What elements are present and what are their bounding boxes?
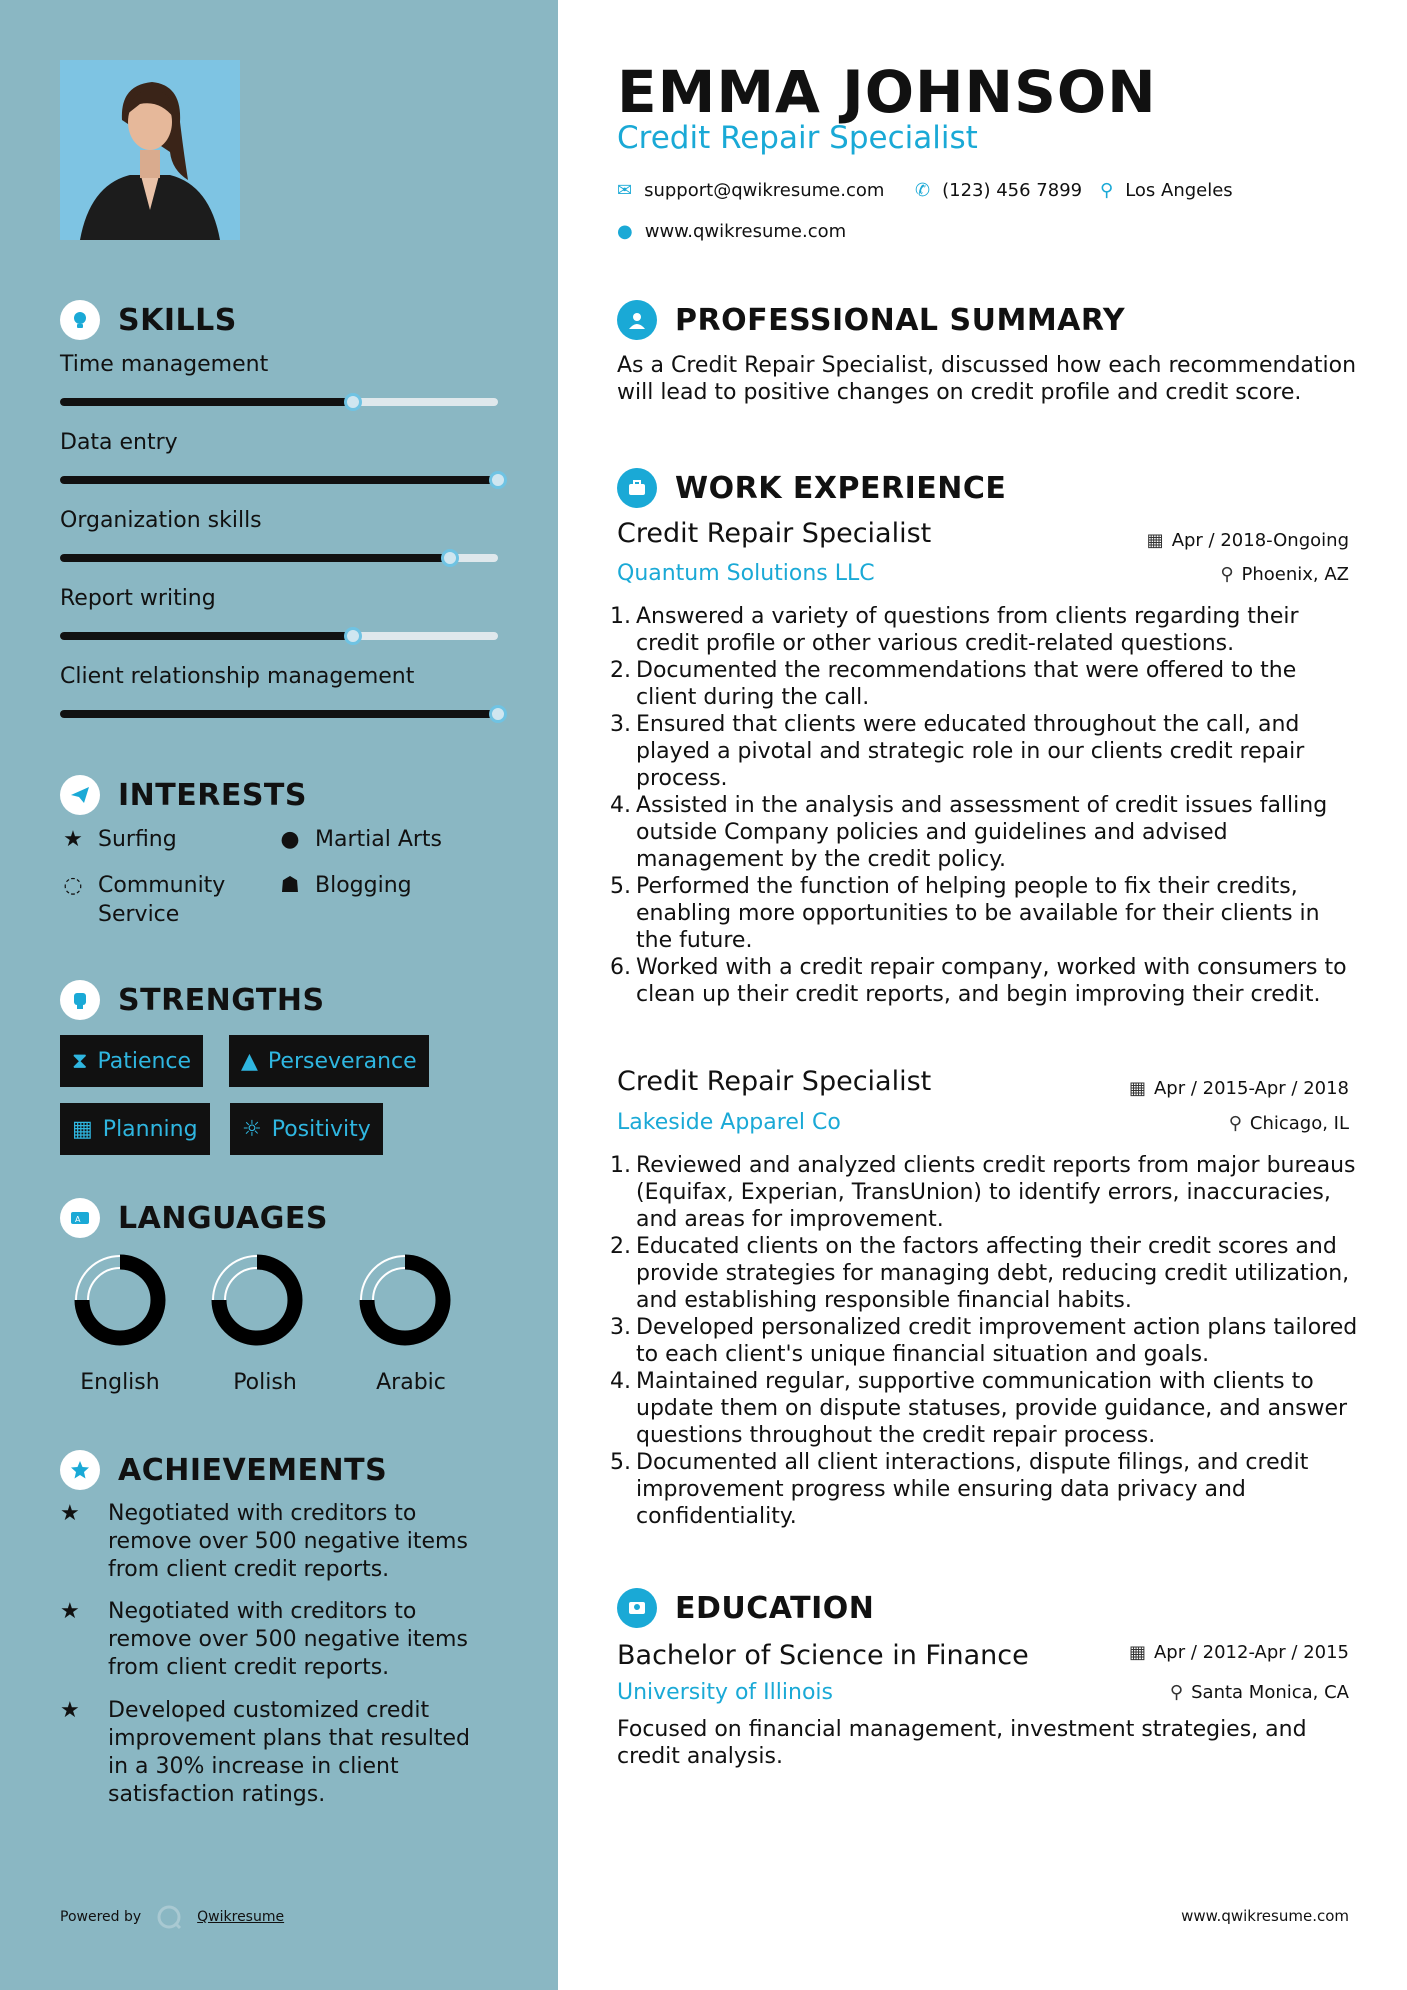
skill-bar-knob: [489, 471, 507, 489]
strength-label: Perseverance: [267, 1048, 417, 1074]
job-location-text: Phoenix, AZ: [1241, 564, 1349, 585]
education-location: [1170, 1682, 1349, 1703]
list-item: 6. Worked with a credit repair company, worked with consumers to clean up their credit reports, and begin improving their credit.: [610, 955, 1347, 1007]
education-heading: [617, 1588, 874, 1628]
interest-item: [277, 871, 412, 900]
job-dates-text: Apr / 2018-Ongoing: [1171, 530, 1349, 551]
achievements-title: ACHIEVEMENTS: [118, 1452, 388, 1488]
skill-bar-fill: [60, 476, 498, 484]
summary-text: As a Credit Repair Specialist, discussed how each recommendation will lead to positive changes on credit profile and credit score.: [617, 353, 1357, 405]
calendar-icon: ▦: [1128, 1078, 1146, 1099]
powered-by-label: Powered by: [60, 1909, 142, 1925]
job-company: Quantum Solutions LLC: [617, 561, 875, 586]
job-bullets: [610, 603, 1360, 1008]
job-title: Credit Repair Specialist: [617, 518, 932, 549]
candidate-role: Credit Repair Specialist: [617, 120, 978, 156]
sidebar: [0, 0, 558, 1990]
summary-title: PROFESSIONAL SUMMARY: [675, 302, 1126, 338]
road-icon: ▲: [241, 1048, 258, 1074]
language-ring: [219, 1262, 295, 1338]
skill-bar-knob: [489, 705, 507, 723]
list-item: 1. Reviewed and analyzed clients credit reports from major bureaus (Equifax, Experian, TransUnion) to identify errors, inaccuracies, and areas for improvement.: [610, 1153, 1356, 1232]
globe-icon: ●: [617, 221, 633, 242]
languages-title: LANGUAGES: [118, 1200, 328, 1236]
strength-label: Planning: [102, 1116, 198, 1142]
skills-title: SKILLS: [118, 302, 237, 338]
job-dates-text: Apr / 2015-Apr / 2018: [1153, 1078, 1349, 1099]
strength-label: Positivity: [271, 1116, 371, 1142]
experience-heading: [617, 468, 1006, 508]
education-title: EDUCATION: [675, 1590, 875, 1626]
degree-title: Bachelor of Science in Finance: [617, 1640, 1029, 1671]
contact-location: [1100, 180, 1233, 201]
pin-icon: ⚲: [1228, 1113, 1242, 1134]
job-dates: [1129, 1078, 1349, 1099]
education-text: Focused on financial management, investment strategies, and credit analysis.: [617, 1717, 1307, 1769]
achievement-text: Developed customized credit improvement plans that resulted in a 30% increase in client satisfaction ratings.: [108, 1698, 470, 1807]
strength-badge: [60, 1103, 210, 1155]
skill-label: Client relationship management: [60, 664, 415, 689]
pin-icon: ⚲: [1169, 1682, 1184, 1703]
qwikresume-logo-icon: [155, 1903, 183, 1931]
language-label: Arabic: [376, 1370, 446, 1395]
skills-heading: [60, 300, 237, 340]
pin-icon: ⚲: [1220, 564, 1234, 585]
globe-icon: ●: [280, 827, 300, 852]
qwikresume-link[interactable]: Qwikresume: [197, 1909, 285, 1925]
skill-bar: [60, 398, 498, 406]
strength-badge: [229, 1035, 429, 1087]
interest-label: Martial Arts: [315, 827, 443, 852]
website-text[interactable]: www.qwikresume.com: [644, 221, 847, 242]
shield-icon: ◌: [63, 873, 83, 898]
star-icon: ★: [60, 1599, 80, 1624]
award-icon: [60, 1450, 100, 1490]
job-bullets: [610, 1152, 1360, 1530]
job-location: [1229, 1113, 1349, 1134]
footer-url[interactable]: www.qwikresume.com: [1181, 1907, 1349, 1925]
candidate-name: EMMA JOHNSON: [617, 58, 1157, 126]
strength-badge: [60, 1035, 203, 1087]
sun-icon: ☼: [242, 1116, 262, 1142]
language-ring: [367, 1262, 443, 1338]
list-item: 5. Performed the function of helping people to fix their credits, enabling more opportunities to be available for their clients in the future.: [610, 874, 1320, 953]
job-location: [1220, 564, 1349, 585]
list-item: 2. Educated clients on the factors affecting their credit scores and provide strategies for managing debt, reducing credit utilization, and establishing responsible financial habits.: [610, 1234, 1350, 1313]
skill-bar-knob: [441, 549, 459, 567]
skill-bar-fill: [60, 554, 450, 562]
email-text[interactable]: support@qwikresume.com: [644, 180, 885, 201]
skill-bar-knob: [344, 627, 362, 645]
skill-bar-fill: [60, 710, 498, 718]
achievement-item: [60, 1500, 490, 1584]
skill-label: Time management: [60, 352, 269, 377]
skill-bar: [60, 476, 498, 484]
strength-label: Patience: [97, 1048, 192, 1074]
achievement-text: Negotiated with creditors to remove over 500 negative items from client credit reports.: [108, 1501, 468, 1582]
school-name: University of Illinois: [617, 1680, 833, 1705]
language-rings: [0, 1250, 558, 1360]
star-icon: ★: [60, 1501, 80, 1526]
user-icon: [617, 300, 657, 340]
users-icon: ☗: [280, 873, 300, 898]
briefcase-icon: [617, 468, 657, 508]
skill-bar: [60, 554, 498, 562]
job-title: Credit Repair Specialist: [617, 1066, 932, 1097]
job-location-text: Chicago, IL: [1249, 1113, 1349, 1134]
list-item: 4. Maintained regular, supportive communication with clients to update them on dispute statuses, provide guidance, and answer questions throughout the credit repair process.: [610, 1369, 1348, 1448]
languages-heading: [60, 1198, 328, 1238]
location-text: Los Angeles: [1125, 180, 1233, 201]
hourglass-icon: ⧗: [72, 1048, 88, 1074]
list-item: 5. Documented all client interactions, dispute filings, and credit improvement progress while ensuring data privacy and confidentiality.: [610, 1450, 1309, 1529]
phone-text: (123) 456 7899: [942, 180, 1083, 201]
education-location-text: Santa Monica, CA: [1191, 1682, 1349, 1703]
summary-heading: [617, 300, 1125, 340]
powered-by: [60, 1903, 284, 1931]
map-pin-icon: ⚲: [1100, 180, 1114, 201]
calendar-icon: ▦: [72, 1116, 93, 1142]
calendar-icon: ▦: [1146, 530, 1164, 551]
profile-photo: [60, 60, 240, 240]
list-item: 4. Assisted in the analysis and assessment of credit issues falling outside Company policies and guidelines and advised management by the credit policy.: [610, 793, 1328, 872]
contact-website: [617, 221, 846, 242]
interest-label: Blogging: [315, 873, 412, 898]
language-label: Polish: [233, 1370, 297, 1395]
interest-item: [60, 825, 177, 854]
language-ring: [82, 1262, 158, 1338]
strengths-heading: [60, 980, 325, 1020]
skill-label: Organization skills: [60, 508, 262, 533]
skill-label: Report writing: [60, 586, 216, 611]
list-item: 3. Developed personalized credit improvement action plans tailored to each client's unique financial situation and goals.: [610, 1315, 1358, 1367]
star-icon: ★: [63, 827, 83, 852]
job-dates: [1147, 530, 1349, 551]
interest-label: Surfing: [98, 827, 177, 852]
strengths-title: STRENGTHS: [118, 982, 325, 1018]
star-icon: ★: [60, 1698, 80, 1723]
contact-email: [617, 180, 884, 201]
lightbulb-icon: [60, 300, 100, 340]
calendar-icon: ▦: [1128, 1642, 1146, 1663]
language-icon: [60, 1198, 100, 1238]
list-item: 2. Documented the recommendations that were offered to the client during the call.: [610, 658, 1297, 710]
interest-item: [277, 825, 442, 854]
interests-heading: [60, 775, 307, 815]
graduation-icon: [617, 1588, 657, 1628]
list-item: 3. Ensured that clients were educated throughout the call, and played a pivotal and strategic role in our clients credit repair process.: [610, 712, 1305, 791]
skill-bar-fill: [60, 632, 353, 640]
fist-icon: [60, 980, 100, 1020]
paper-plane-icon: [60, 775, 100, 815]
skill-bar: [60, 632, 498, 640]
svg-text:A: A: [75, 1215, 81, 1224]
achievement-item: [60, 1697, 490, 1809]
achievement-text: Negotiated with creditors to remove over 500 negative items from client credit reports.: [108, 1599, 468, 1680]
contact-phone: [915, 180, 1082, 201]
education-dates: [1129, 1642, 1349, 1663]
language-label: English: [80, 1370, 160, 1395]
job-company: Lakeside Apparel Co: [617, 1110, 841, 1135]
experience-title: WORK EXPERIENCE: [675, 470, 1007, 506]
list-item: 1. Answered a variety of questions from clients regarding their credit profile or other various credit-related questions.: [610, 604, 1299, 656]
phone-icon: ✆: [915, 180, 931, 201]
skill-bar: [60, 710, 498, 718]
skill-bar-fill: [60, 398, 353, 406]
strength-badge: [230, 1103, 383, 1155]
skill-label: Data entry: [60, 430, 178, 455]
envelope-icon: ✉: [617, 180, 633, 201]
interest-label: Community Service: [98, 873, 226, 927]
interest-item: [60, 871, 260, 929]
skill-bar-knob: [344, 393, 362, 411]
education-dates-text: Apr / 2012-Apr / 2015: [1153, 1642, 1349, 1663]
achievement-item: [60, 1598, 490, 1682]
achievements-heading: [60, 1450, 387, 1490]
interests-title: INTERESTS: [118, 777, 307, 813]
